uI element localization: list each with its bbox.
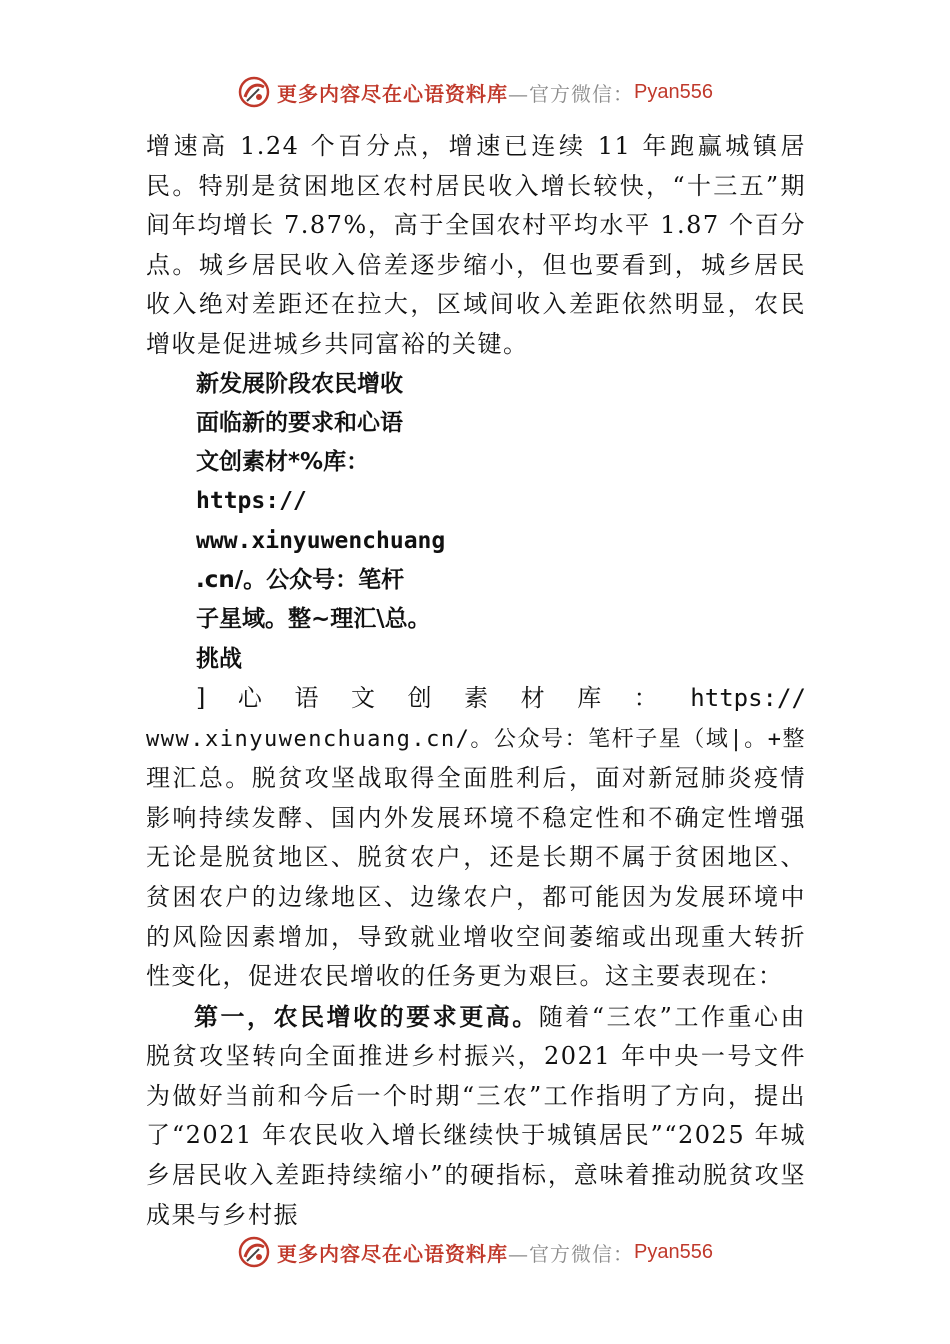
spread-char: 材 — [520, 683, 545, 712]
heading-line: 新发展阶段农民增收 — [196, 370, 403, 397]
banner-red-text: 更多内容尽在心语资料库 — [277, 81, 509, 106]
heading-line: 文创素材*%库： — [196, 449, 370, 476]
paragraph-2-text: 理汇总。脱贫攻坚战取得全面胜利后，面对新冠肺炎疫情影响持续发酵、国内外发展环境不稳定性和不确定性增强无论是脱贫地区、脱贫农户，还是长期不属于贫困地区、贫困农户的边缘地区、边缘农户，都可能因为发展环境中的风险因素增加，导致就业增收空间萎缩或出现重大转折性变化，促进农民增收的任务更为艰巨。这主要表现在： — [146, 764, 806, 991]
spread-char: 素 — [464, 683, 489, 712]
banner-wechat-id: Pyan556 — [634, 80, 713, 103]
spread-char: ] — [196, 683, 206, 712]
banner-red-text: 更多内容尽在心语资料库 — [277, 1241, 509, 1266]
paragraph-2 — [146, 719, 806, 997]
heading-line: 子星域。整~理汇\总。 — [196, 606, 431, 633]
xinyu-logo-icon — [237, 1235, 271, 1269]
heading-line: https:// — [196, 488, 307, 515]
spread-char: 库 — [577, 683, 602, 712]
heading-line: 面临新的要求和心语 — [196, 409, 403, 436]
spread-char: 创 — [407, 683, 432, 712]
paragraph-1: 增速高 1.24 个百分点，增速已连续 11 年跑赢城镇居民。特别是贫困地区农村居民收入增长较快，“十三五”期间年均增长 7.87%，高于全国农村平均水平 1.87 个百分点。城乡居民收入倍差逐步缩小，但也要看到，城乡居民收入绝对差距还在拉大，区域间收入差距依然明显，农民增收是促进城乡共同富裕的关键。 — [146, 132, 806, 358]
banner-gray-text: —官方微信： — [508, 81, 635, 106]
heading-line: 挑战 — [196, 645, 242, 672]
paragraph-3-lead: 第一，农民增收的要求更高。 — [194, 1001, 539, 1031]
spread-url: https:// — [690, 683, 806, 712]
spread-line — [146, 679, 806, 719]
banner-gray-text: —官方微信： — [508, 1241, 635, 1266]
section-heading — [196, 365, 456, 679]
document-body — [146, 127, 806, 1235]
spread-char: 文 — [351, 683, 376, 712]
spread-char: 语 — [294, 683, 319, 712]
spread-char: 心 — [237, 683, 262, 712]
paragraph-3-text: 随着“三农”工作重心由脱贫攻坚转向全面推进乡村振兴，2021 年中央一号文件为做好当前和今后一个时期“三农”工作指明了方向，提出了“2021 年农民收入增长继续快于城镇居民”“2025 年城乡居民收入差距持续缩小”的硬指标，意味着推动脱贫攻坚成果与乡村振 — [146, 1002, 807, 1229]
banner-wechat-id: Pyan556 — [634, 1240, 713, 1263]
footer-banner — [0, 1230, 950, 1274]
spread-char: ： — [633, 683, 658, 712]
header-banner — [0, 70, 950, 114]
url-text: www.xinyuwenchuang.cn/。公众号：笔杆子星（域|。+整 — [146, 726, 806, 752]
paragraph-3 — [146, 997, 806, 1236]
heading-line: www.xinyuwenchuang — [196, 527, 446, 554]
xinyu-logo-icon — [237, 75, 271, 109]
heading-line: .cn/。公众号：笔杆 — [196, 567, 405, 594]
